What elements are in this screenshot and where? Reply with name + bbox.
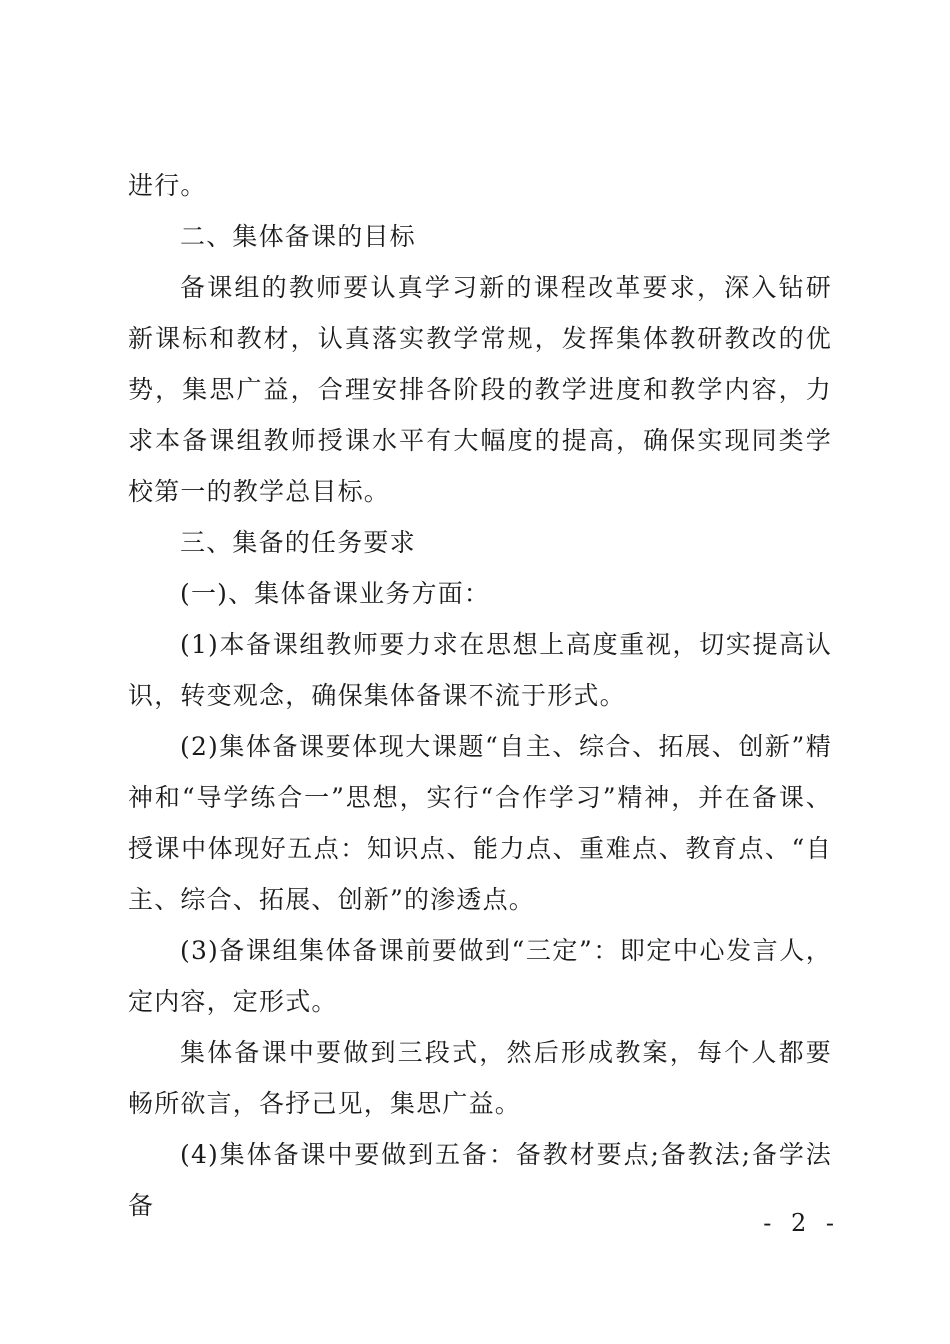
section-heading-requirements: 三、集备的任务要求 (180, 528, 416, 557)
section-heading-goals: 二、集体备课的目标 (180, 222, 416, 251)
paragraph-three-stage: 集体备课中要做到三段式，然后形成教案，每个人都要畅所欲言，各抒己见，集思广益。 (128, 1038, 832, 1118)
paragraph-continuation: 进行。 (128, 171, 207, 200)
list-item-2: (2)集体备课要体现大课题“自主、综合、拓展、创新”精神和“导学练合一”思想，实行“合作学习”精神，并在备课、授课中体现好五点：知识点、能力点、重难点、教育点、“自主、综合、拓展、创新”的渗透点。 (128, 732, 832, 914)
list-item-4: (4)集体备课中要做到五备：备教材要点;备教法;备学法备 (128, 1140, 832, 1220)
list-item-3: (3)备课组集体备课前要做到“三定”：即定中心发言人，定内容，定形式。 (128, 936, 832, 1016)
list-item-1: (1)本备课组教师要力求在思想上高度重视，切实提高认识，转变观念，确保集体备课不流于形式。 (128, 630, 832, 710)
page-number: - 2 - (763, 1209, 840, 1237)
document-body (128, 160, 832, 1231)
paragraph-goals: 备课组的教师要认真学习新的课程改革要求，深入钻研新课标和教材，认真落实教学常规，发挥集体教研教改的优势，集思广益，合理安排各阶段的教学进度和教学内容，力求本备课组教师授课水平有大幅度的提高，确保实现同类学校第一的教学总目标。 (128, 273, 832, 506)
subsection-heading-business: (一)、集体备课业务方面： (180, 579, 491, 608)
